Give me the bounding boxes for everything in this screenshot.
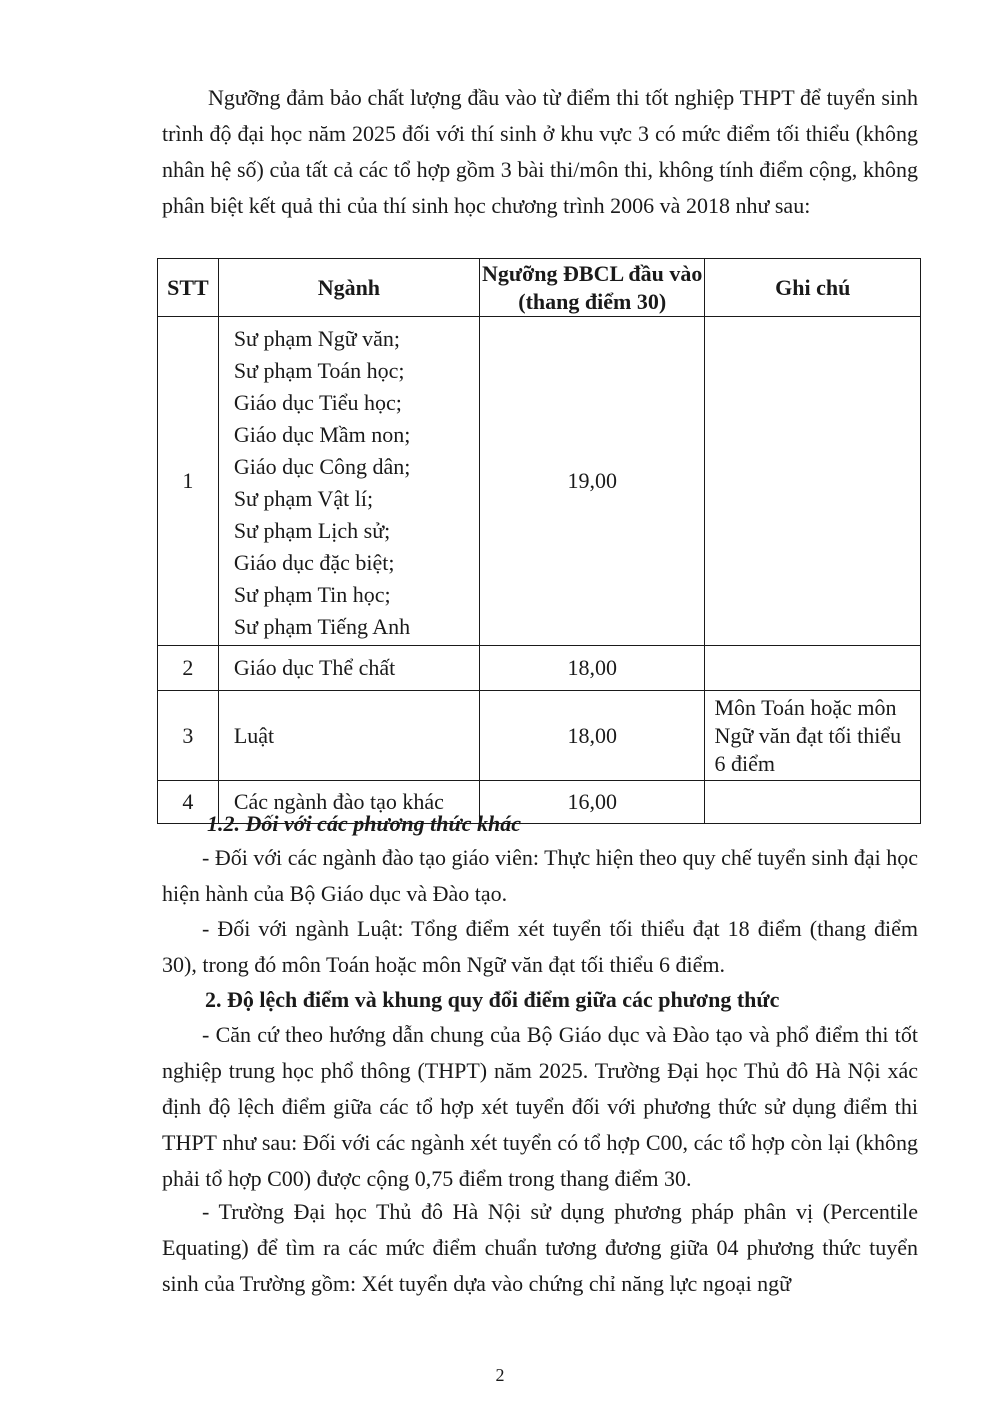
row-note [705, 646, 921, 691]
header-ghichu: Ghi chú [705, 259, 921, 317]
row-stt: 3 [158, 691, 219, 781]
table-header-row [158, 259, 921, 317]
major-item: Giáo dục Tiểu học; [233, 390, 402, 415]
major-item: Sư phạm Tiếng Anh [233, 614, 411, 639]
row-note: Môn Toán hoặc môn Ngữ văn đạt tối thiểu 6 điểm [705, 691, 921, 781]
section-2-heading: 2. Độ lệch điểm và khung quy đổi điểm giữa các phương thức [205, 987, 780, 1012]
section-1-2-heading: 1.2. Đối với các phương thức khác [207, 811, 521, 836]
row-stt: 4 [158, 781, 219, 824]
section-2-bullet: - Căn cứ theo hướng dẫn chung của Bộ Giáo dục và Đào tạo và phổ điểm thi tốt nghiệp trung học phổ thông (THPT) năm 2025. Trường Đại học Thủ đô Hà Nội xác định độ lệch điểm giữa các tổ hợp xét tuyển đối với phương thức sử dụng điểm thi THPT như sau: Đối với các ngành xét tuyển có tổ hợp C00, các tổ hợp còn lại (không phải tổ hợp C00) được cộng 0,75 điểm trong thang điểm 30. [162, 1022, 918, 1191]
section-1-2-bullet: - Đối với ngành Luật: Tổng điểm xét tuyển tối thiểu đạt 18 điểm (thang điểm 30), trong đó môn Toán hoặc môn Ngữ văn đạt tối thiểu 6 điểm. [162, 916, 918, 977]
row-majors: Luật [218, 691, 479, 781]
row-score: 18,00 [479, 691, 705, 781]
major-item: Sư phạm Ngữ văn; [233, 326, 401, 351]
header-stt: STT [158, 259, 219, 317]
major-item: Giáo dục Mầm non; [233, 422, 411, 447]
major-item: Sư phạm Vật lí; [233, 486, 374, 511]
intro-paragraph: Ngưỡng đảm bảo chất lượng đầu vào từ điểm thi tốt nghiệp THPT để tuyển sinh trình độ đại học năm 2025 đối với thí sinh ở khu vực 3 có mức điểm tối thiểu (không nhân hệ số) của tất cả các tổ hợp gồm 3 bài thi/môn thi, không tính điểm cộng, không phân biệt kết quả thi của thí sinh học chương trình 2006 và 2018 như sau: [162, 85, 918, 218]
table-row [158, 646, 921, 691]
row-stt: 1 [158, 317, 219, 646]
header-nganh: Ngành [218, 259, 479, 317]
header-nguong: Ngưỡng ĐBCL đầu vào (thang điểm 30) [479, 259, 705, 317]
major-item: Giáo dục đặc biệt; [233, 550, 395, 575]
page-number: 2 [495, 1365, 505, 1385]
major-item: Sư phạm Tin học; [233, 582, 391, 607]
row-score: 16,00 [479, 781, 705, 824]
section-2-bullet: - Trường Đại học Thủ đô Hà Nội sử dụng phương pháp phân vị (Percentile Equating) để tìm ra các mức điểm chuẩn tương đương giữa 04 phương thức tuyển sinh của Trường gồm: Xét tuyển dựa vào chứng chỉ năng lực ngoại ngữ [162, 1199, 918, 1296]
row-score: 19,00 [479, 317, 705, 646]
admission-threshold-table [157, 258, 921, 824]
major-item: Sư phạm Lịch sử; [233, 518, 391, 543]
major-item: Sư phạm Toán học; [233, 358, 405, 383]
row-score: 18,00 [479, 646, 705, 691]
section-1-2-bullet: - Đối với các ngành đào tạo giáo viên: Thực hiện theo quy chế tuyển sinh đại học hiện hành của Bộ Giáo dục và Đào tạo. [162, 845, 918, 906]
row-majors: Giáo dục Thể chất [218, 646, 479, 691]
row-majors: Các ngành đào tạo khác [218, 781, 479, 824]
major-item: Giáo dục Công dân; [233, 454, 411, 479]
row-stt: 2 [158, 646, 219, 691]
table-row [158, 317, 921, 646]
table-row [158, 691, 921, 781]
row-majors [218, 317, 479, 646]
row-note [705, 317, 921, 646]
